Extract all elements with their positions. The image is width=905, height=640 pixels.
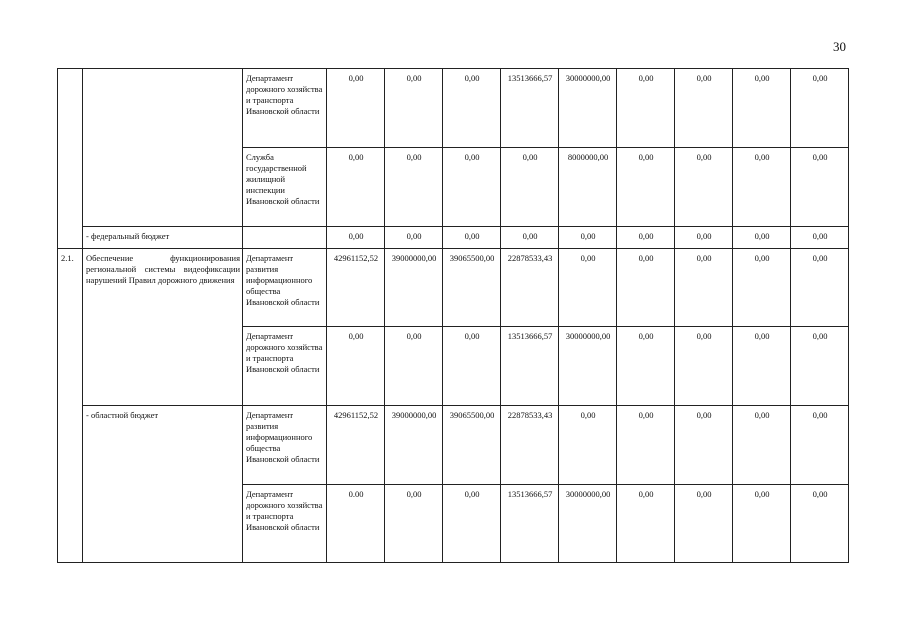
cell-value: 0,00 xyxy=(675,227,733,249)
cell-value: 13513666,57 xyxy=(501,69,559,148)
cell-value: 0,00 xyxy=(501,148,559,227)
cell-value: 0,00 xyxy=(385,327,443,406)
page-number: 30 xyxy=(833,39,846,54)
cell-value: 0,00 xyxy=(675,485,733,563)
cell-value: 42961152,52 xyxy=(327,406,385,485)
cell-value: 0,00 xyxy=(791,485,849,563)
cell-value: 0,00 xyxy=(559,406,617,485)
item-number: 2.1. xyxy=(58,249,83,563)
cell-value: 0,00 xyxy=(733,406,791,485)
cell-value: 0,00 xyxy=(733,485,791,563)
cell-value: 0,00 xyxy=(675,327,733,406)
cell-value: 0,00 xyxy=(617,69,675,148)
cell-value: 0,00 xyxy=(791,249,849,327)
cell-value: 0,00 xyxy=(443,327,501,406)
cell-value: 22878533,43 xyxy=(501,249,559,327)
table-row xyxy=(58,249,849,327)
cell-value: 42961152,52 xyxy=(327,249,385,327)
cell-value: 0,00 xyxy=(443,227,501,249)
cell-value: 13513666,57 xyxy=(501,327,559,406)
cell-value: 0,00 xyxy=(733,69,791,148)
cell-value: 39000000,00 xyxy=(385,249,443,327)
cell-value: 0,00 xyxy=(559,227,617,249)
cell-value: 22878533,43 xyxy=(501,406,559,485)
cell-value: 0,00 xyxy=(385,148,443,227)
cell-item-number-empty xyxy=(58,69,83,249)
cell-value: 0,00 xyxy=(791,148,849,227)
cell-value: 0,00 xyxy=(617,148,675,227)
cell-value: 39065500,00 xyxy=(443,249,501,327)
cell-department: Служба государственной жилищной инспекции Ивановской области xyxy=(243,148,327,227)
table-row xyxy=(58,227,849,249)
cell-value: 0,00 xyxy=(791,327,849,406)
cell-value: 0.00 xyxy=(327,485,385,563)
cell-value: 0,00 xyxy=(617,327,675,406)
cell-value: 0,00 xyxy=(617,249,675,327)
federal-budget-label: - федеральный бюджет xyxy=(83,227,243,249)
cell-department: Департамент развития информационного общества Ивановской области xyxy=(243,249,327,327)
cell-value: 0,00 xyxy=(443,69,501,148)
cell-value: 39065500,00 xyxy=(443,406,501,485)
regional-budget-label: - областной бюджет xyxy=(83,406,243,563)
cell-value: 0,00 xyxy=(733,249,791,327)
cell-value: 0,00 xyxy=(791,69,849,148)
cell-value: 30000000,00 xyxy=(559,69,617,148)
table-body xyxy=(58,69,849,563)
cell-name-empty xyxy=(83,69,243,227)
cell-department: Департамент дорожного хозяйства и транспорта Ивановской области xyxy=(243,485,327,563)
cell-value: 0,00 xyxy=(675,69,733,148)
cell-value: 0,00 xyxy=(385,485,443,563)
cell-department: Департамент дорожного хозяйства и транспорта Ивановской области xyxy=(243,69,327,148)
budget-table xyxy=(57,68,849,563)
table-row xyxy=(58,406,849,485)
cell-value: 0,00 xyxy=(675,148,733,227)
cell-value: 0,00 xyxy=(501,227,559,249)
cell-value: 0,00 xyxy=(443,148,501,227)
cell-value: 0,00 xyxy=(443,485,501,563)
cell-department: Департамент развития информационного общества Ивановской области xyxy=(243,406,327,485)
cell-value: 0,00 xyxy=(791,406,849,485)
cell-value: 0,00 xyxy=(733,148,791,227)
cell-value: 39000000,00 xyxy=(385,406,443,485)
cell-value: 0,00 xyxy=(327,69,385,148)
cell-value: 0,00 xyxy=(733,327,791,406)
cell-value: 0,00 xyxy=(617,485,675,563)
cell-value: 0,00 xyxy=(791,227,849,249)
cell-value: 0,00 xyxy=(617,227,675,249)
cell-value: 0,00 xyxy=(327,148,385,227)
cell-value: 30000000,00 xyxy=(559,485,617,563)
item-name: Обеспечение функционирования региональной системы видеофиксации нарушений Правил дорожного движения xyxy=(83,249,243,406)
cell-value: 13513666,57 xyxy=(501,485,559,563)
cell-value: 8000000,00 xyxy=(559,148,617,227)
table-row xyxy=(58,69,849,148)
cell-department xyxy=(243,227,327,249)
cell-value: 0,00 xyxy=(385,227,443,249)
cell-value: 0,00 xyxy=(617,406,675,485)
cell-value: 0,00 xyxy=(559,249,617,327)
cell-value: 0,00 xyxy=(385,69,443,148)
cell-value: 0,00 xyxy=(675,406,733,485)
cell-department: Департамент дорожного хозяйства и транспорта Ивановской области xyxy=(243,327,327,406)
cell-value: 0,00 xyxy=(327,227,385,249)
cell-value: 0,00 xyxy=(327,327,385,406)
cell-value: 30000000,00 xyxy=(559,327,617,406)
cell-value: 0,00 xyxy=(733,227,791,249)
cell-value: 0,00 xyxy=(675,249,733,327)
